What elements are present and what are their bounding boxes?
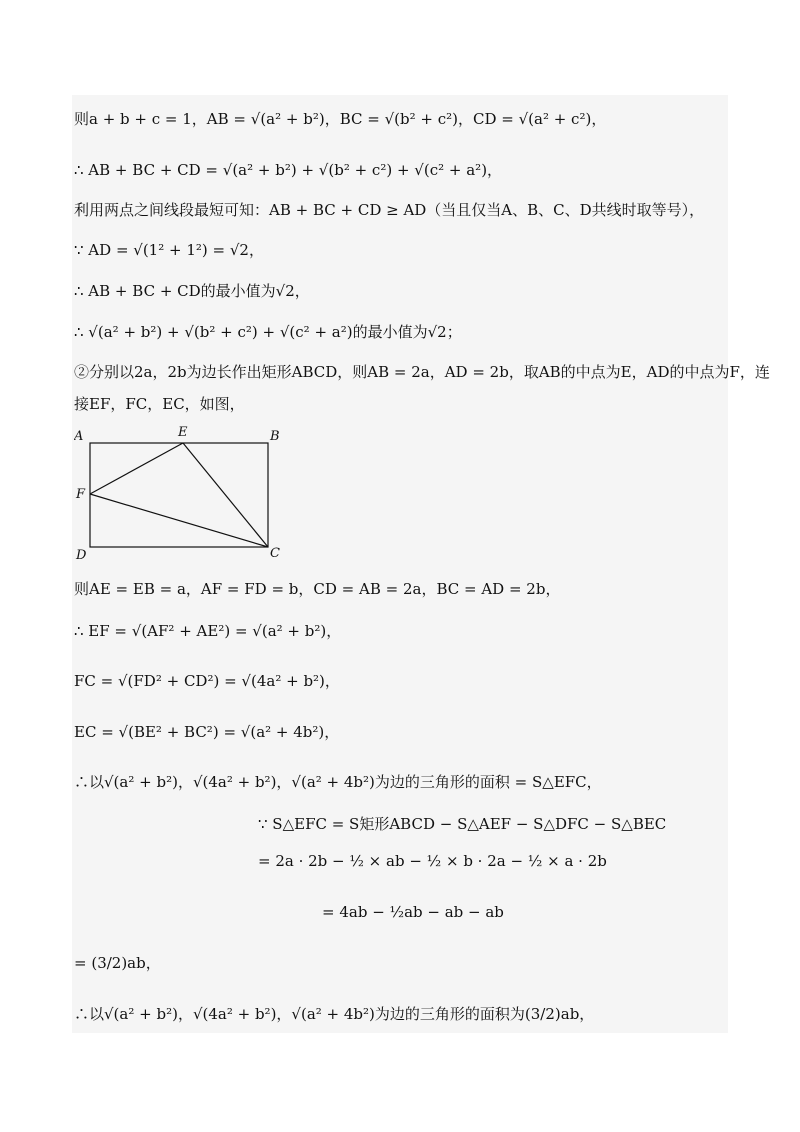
text-line-17: = (3/2)ab， xyxy=(74,954,161,972)
text-line-5: ∴ AB + BC + CD的最小值为√2， xyxy=(74,282,310,300)
text-line-7: ②分别以2a，2b为边长作出矩形ABCD，则AB = 2a，AD = 2b，取AB的中点为E，AD的中点为F，连 xyxy=(74,363,770,381)
text-line-3: 利用两点之间线段最短可知：AB + BC + CD ≥ AD（当且仅当A、B、C、D共线时取等号）， xyxy=(74,201,705,219)
label-a: A xyxy=(74,429,84,444)
text-line-1: 则a + b + c = 1，AB = √(a² + b²)，BC = √(b² + c²)，CD = √(a² + c²)， xyxy=(74,110,607,128)
text-line-18: ∴以√(a² + b²)，√(4a² + b²)，√(a² + 4b²)为边的三角形的面积为(3/2)ab， xyxy=(74,1005,595,1023)
rectangle-abcd xyxy=(90,443,268,547)
text-line-11: FC = √(FD² + CD²) = √(4a² + b²)， xyxy=(74,672,340,690)
text-line-6: ∴ √(a² + b²) + √(b² + c²) + √(c² + a²)的最小值为√2； xyxy=(74,323,462,341)
segment-fc xyxy=(90,494,268,547)
text-line-14: ∵ S△EFC = S矩形ABCD − S△AEF − S△DFC − S△BEC xyxy=(258,815,667,833)
label-c: C xyxy=(270,546,280,561)
text-line-10: ∴ EF = √(AF² + AE²) = √(a² + b²)， xyxy=(74,622,342,640)
label-b: B xyxy=(270,429,280,444)
text-line-9: 则AE = EB = a，AF = FD = b，CD = AB = 2a，BC = AD = 2b， xyxy=(74,580,561,598)
label-d: D xyxy=(76,548,87,562)
label-f: F xyxy=(76,487,86,502)
segment-ef xyxy=(90,443,183,494)
text-line-12: EC = √(BE² + BC²) = √(a² + 4b²)， xyxy=(74,723,340,741)
text-line-13: ∴以√(a² + b²)，√(4a² + b²)，√(a² + 4b²)为边的三角形的面积 = S△EFC， xyxy=(74,773,602,791)
text-line-2: ∴ AB + BC + CD = √(a² + b²) + √(b² + c²) + √(c² + a²)， xyxy=(74,161,503,179)
segment-ec xyxy=(183,443,268,547)
rectangle-diagram xyxy=(74,424,286,562)
text-line-4: ∵ AD = √(1² + 1²) = √2， xyxy=(74,241,264,259)
label-e: E xyxy=(178,425,188,440)
text-line-8: 接EF，FC，EC，如图， xyxy=(74,395,245,413)
rectangle-figure xyxy=(74,424,286,562)
text-line-16: = 4ab − ½ab − ab − ab xyxy=(322,903,504,921)
document-page xyxy=(72,95,728,1033)
text-line-15: = 2a · 2b − ½ × ab − ½ × b · 2a − ½ × a · 2b xyxy=(258,852,607,870)
